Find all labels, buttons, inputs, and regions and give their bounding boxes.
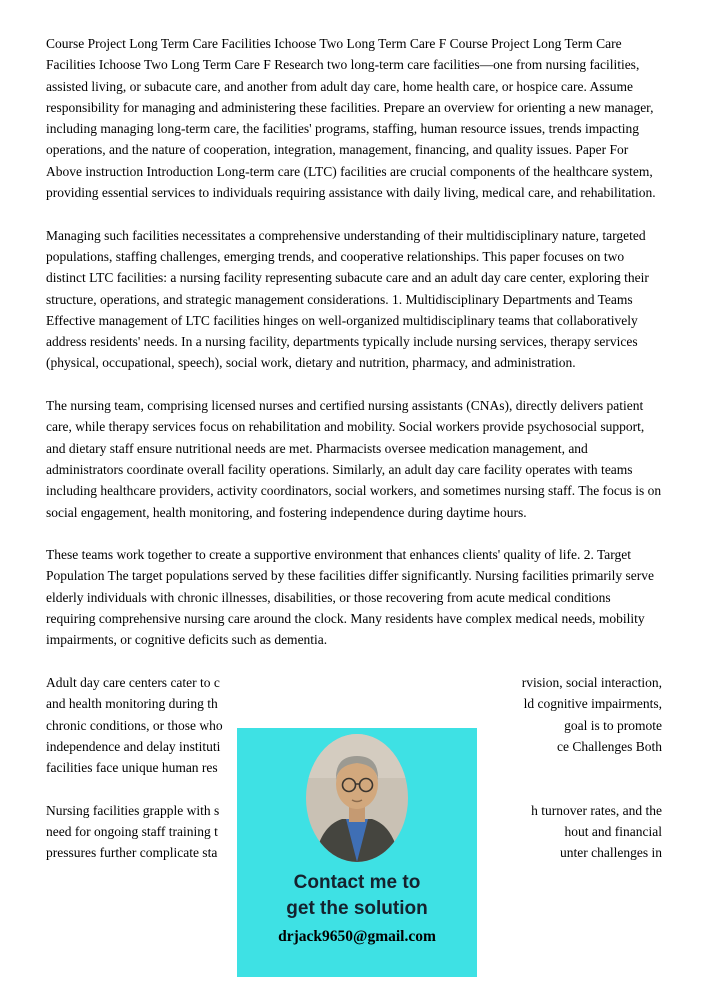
text-line <box>46 672 662 693</box>
contact-message-line1: Contact me to <box>293 872 421 893</box>
contact-message-line2: get the solution <box>286 898 428 919</box>
paragraph-1: Course Project Long Term Care Facilities Ichoose Two Long Term Care F Course Project Long Term Care Facilities Ichoose Two Long Term Care F Research two long-term care facilities—one from nursing facilities, assisted living, or subacute care, and another from adult day care, home health care, or hospice care. Assume responsibility for managing and administering these facilities. Prepare an overview for orienting a new manager, including managing long-term care, the facilities' programs, staffing, human resource issues, trends impacting operations, and the nature of cooperation, integration, management, financing, and quality issues. Paper For Above instruction Introduction Long-term care (LTC) facilities are crucial components of the healthcare system, providing essential services to individuals requiring assistance with daily living, medical care, and rehabilitation. <box>46 36 656 201</box>
line-left-fragment: need for ongoing staff training t <box>46 823 218 839</box>
line-left-fragment: Nursing facilities grapple with s <box>46 802 220 818</box>
line-right-fragment: ld cognitive impairments, <box>523 696 662 712</box>
line-left-fragment: facilities face unique human res <box>46 760 218 776</box>
contact-email: drjack9650@gmail.com <box>278 928 436 945</box>
line-right-fragment: ce Challenges Both <box>557 738 662 754</box>
line-left-fragment: pressures further complicate sta <box>46 845 218 861</box>
paragraph-4: These teams work together to create a supportive environment that enhances clients' quality of life. 2. Target Population The target populations served by these facilities differ significantly. Nursing facilities primarily serve elderly individuals with chronic illnesses, disabilities, or those recovering from acute medical conditions requiring comprehensive nursing care around the clock. Many residents have complex medical needs, mobility impairments, or cognitive deficits such as dementia. <box>46 547 654 648</box>
line-left-fragment: chronic conditions, or those who <box>46 717 223 733</box>
line-right-fragment: goal is to promote <box>564 717 662 733</box>
line-left-fragment: independence and delay instituti <box>46 738 221 754</box>
line-left-fragment: and health monitoring during th <box>46 696 218 712</box>
paragraph-3: The nursing team, comprising licensed nurses and certified nursing assistants (CNAs), directly delivers patient care, while therapy services focus on rehabilitation and mobility. Social workers provide psychosocial support, and dietary staff ensure nutritional needs are met. Pharmacists oversee medication management, and administrators coordinate overall facility operations. Similarly, an adult day care facility operates with teams including healthcare providers, activity coordinators, social workers, and sometimes nursing staff. The focus is on social engagement, health monitoring, and fostering independence during daytime hours. <box>46 398 662 520</box>
line-right-fragment: hout and financial <box>564 823 662 839</box>
portrait-photo <box>306 734 408 862</box>
paragraph-2: Managing such facilities necessitates a comprehensive understanding of their multidisciplinary nature, targeted populations, staffing challenges, emerging trends, and cooperative relationships. This paper focuses on two distinct LTC facilities: a nursing facility representing subacute care and an adult day care center, exploring their structure, operations, and strategic management considerations. 1. Multidisciplinary Departments and Teams Effective management of LTC facilities hinges on well-organized multidisciplinary teams that collaboratively address residents' needs. In a nursing facility, departments typically include nursing services, therapy services (physical, occupational, speech), social work, dietary and nutrition, pharmacy, and administration. <box>46 227 649 371</box>
line-right-fragment: rvision, social interaction, <box>521 674 662 690</box>
line-right-fragment: unter challenges in <box>560 845 662 861</box>
contact-message <box>286 870 427 922</box>
contact-overlay-card <box>237 728 477 977</box>
line-left-fragment: Adult day care centers cater to c <box>46 674 220 690</box>
line-right-fragment: h turnover rates, and the <box>531 802 662 818</box>
text-line <box>46 693 662 714</box>
